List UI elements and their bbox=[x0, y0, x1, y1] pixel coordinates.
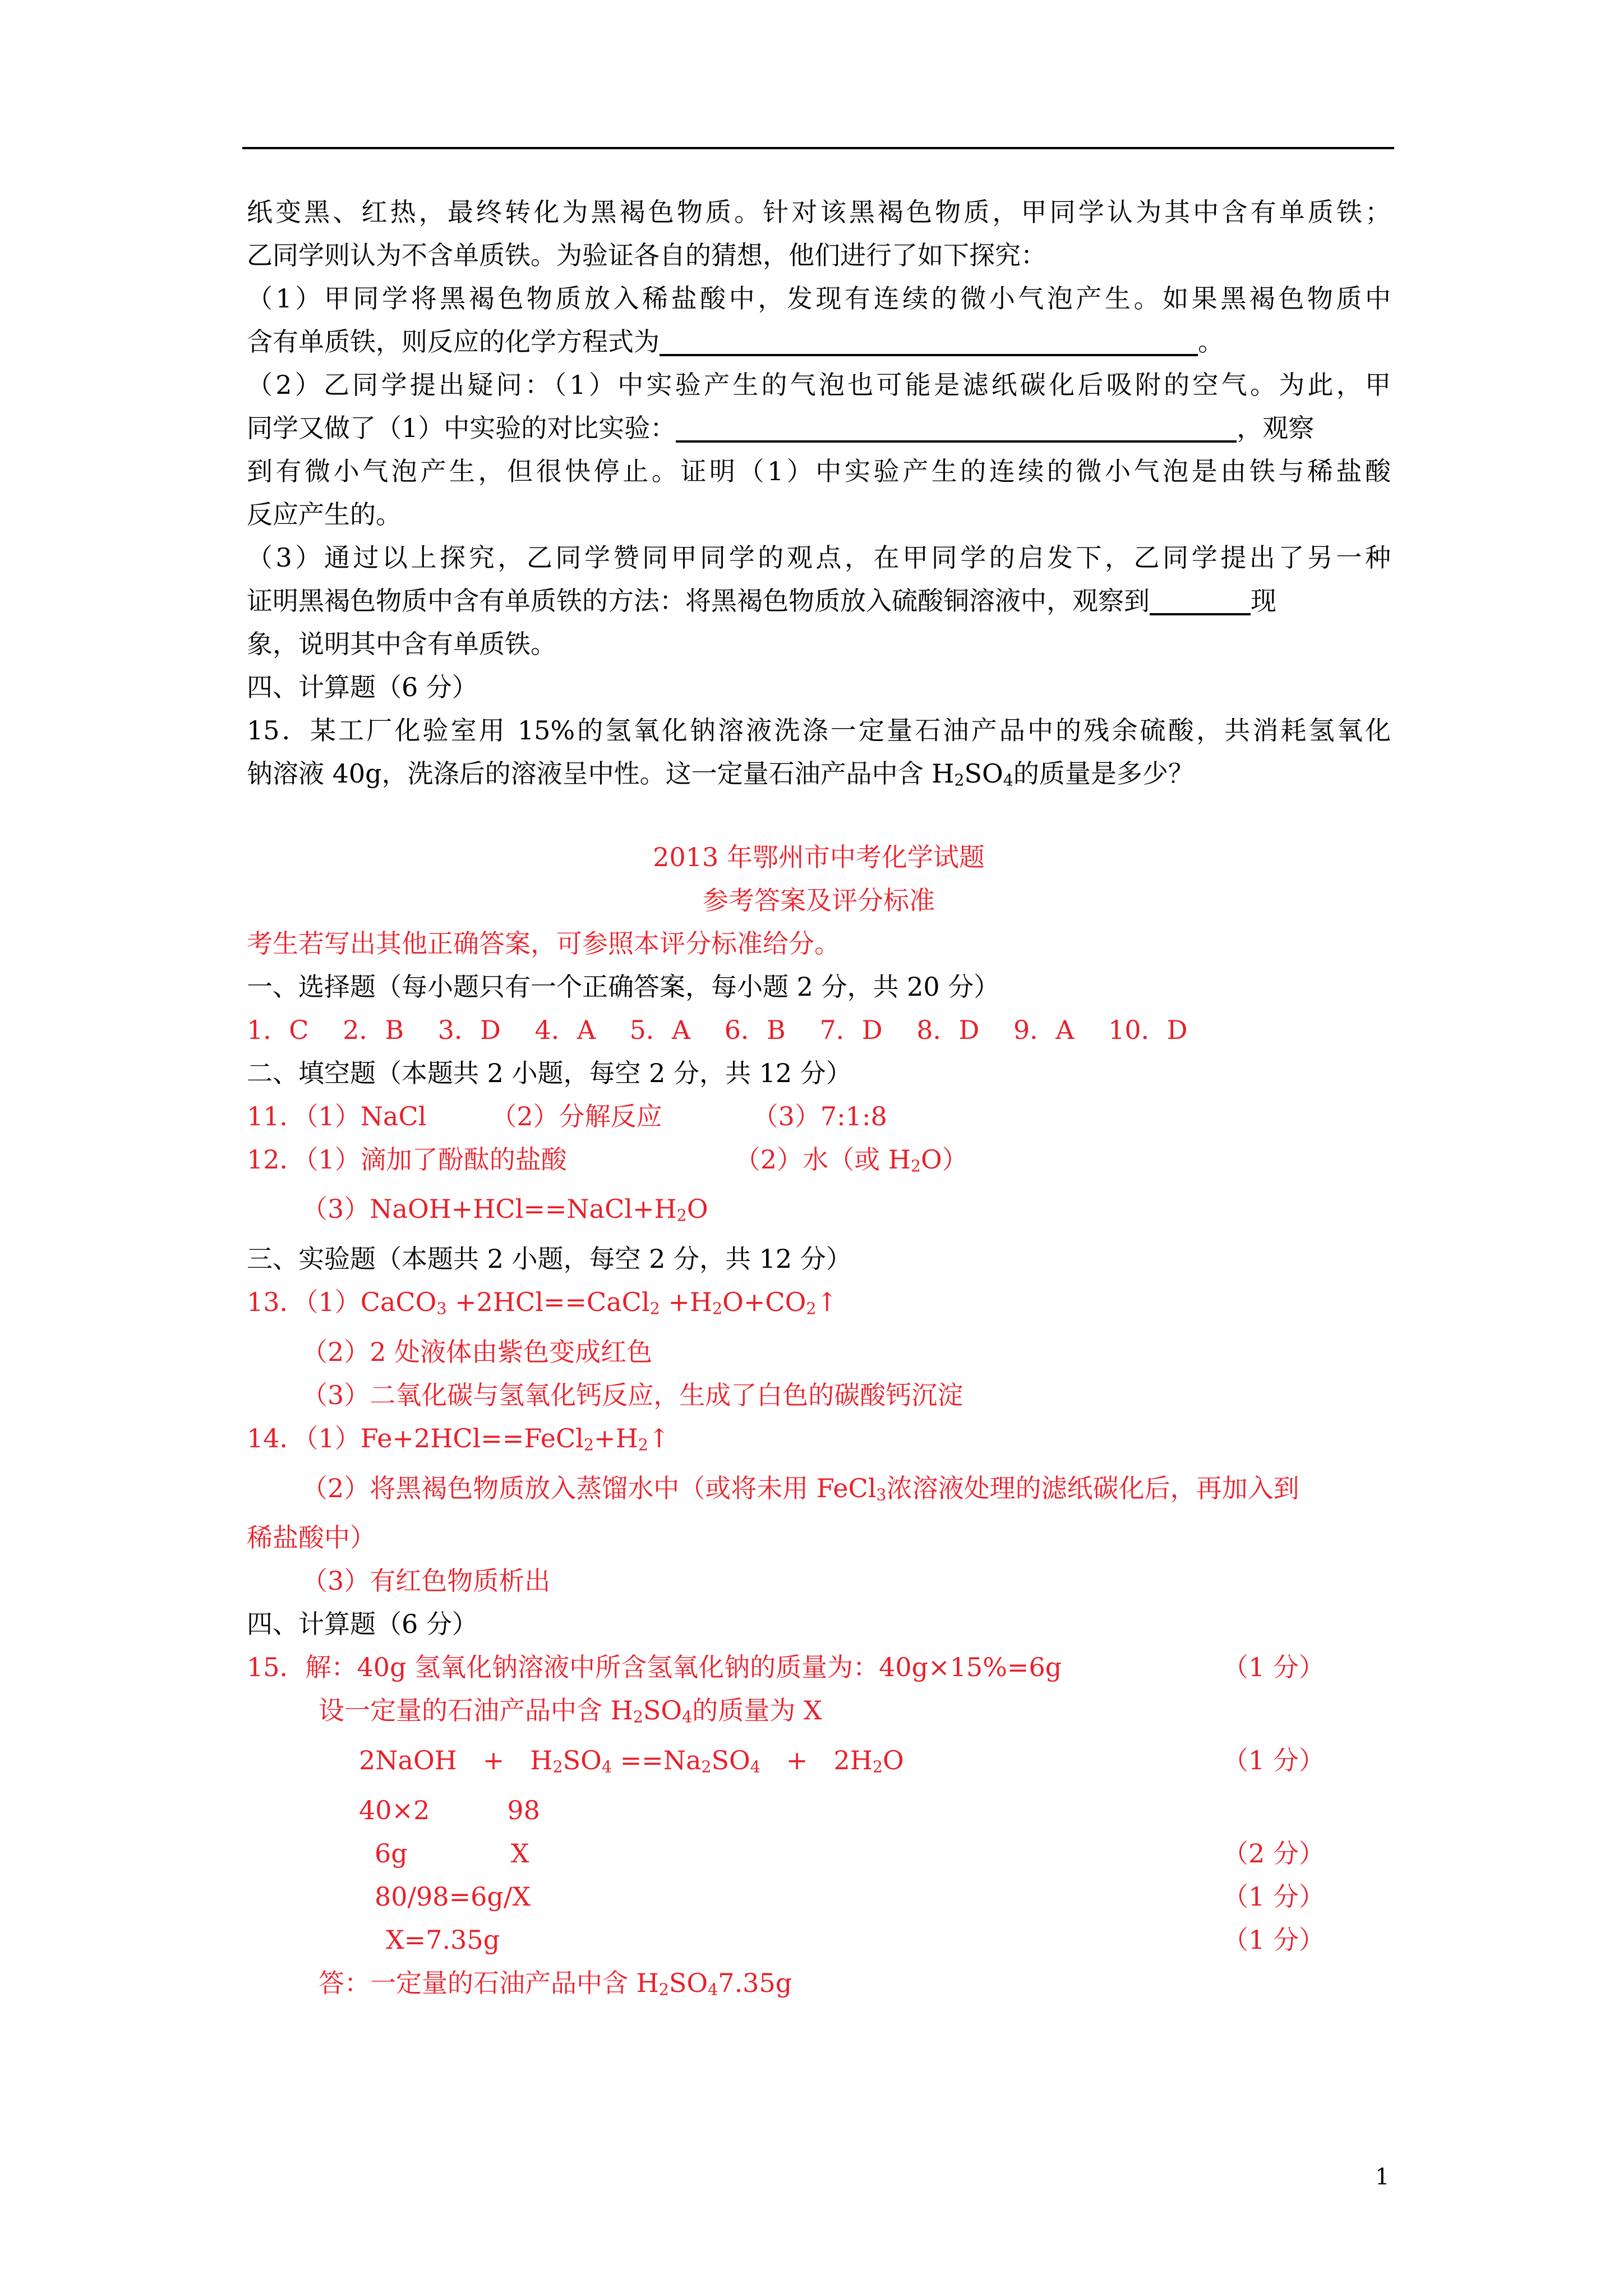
arrow: ↑ bbox=[648, 1423, 670, 1453]
points: （1 分） bbox=[1223, 1745, 1325, 1775]
text-line: 象，说明其中含有单质铁。 bbox=[247, 629, 556, 659]
text: 的质量是多少？ bbox=[1013, 758, 1194, 789]
arrow: ↑ bbox=[816, 1287, 838, 1318]
answer-13-1 bbox=[247, 1281, 1391, 1331]
section-heading: 四、计算题（6 分） bbox=[247, 672, 478, 702]
text: SO bbox=[643, 1695, 683, 1726]
text: 7.35g bbox=[718, 1967, 792, 1998]
section-heading: 四、计算题（6 分） bbox=[247, 1609, 478, 1640]
text: +H bbox=[594, 1423, 638, 1453]
text: 设一定量的石油产品中含 H bbox=[319, 1695, 633, 1726]
answer-15-line: 40×2 98 bbox=[359, 1795, 540, 1825]
answer-11: 11．（1）NaCl （2）分解反应 （3）7:1:8 bbox=[247, 1101, 887, 1131]
subscript: 2 bbox=[676, 1207, 687, 1226]
text: O） bbox=[920, 1144, 968, 1175]
subscript: 2 bbox=[712, 1299, 723, 1318]
answer-15-line bbox=[247, 1689, 1391, 1739]
subscript: 3 bbox=[436, 1299, 447, 1318]
text-line: 乙同学则认为不含单质铁。为验证各自的猜想，他们进行了如下探究： bbox=[247, 240, 1046, 270]
text: （2）将黑褐色物质放入蒸馏水中（或将未用 FeCl bbox=[302, 1473, 877, 1503]
answer-12 bbox=[247, 1138, 1391, 1188]
answer-15-line bbox=[247, 1875, 1391, 1918]
text: 含有单质铁，则反应的化学方程式为 bbox=[247, 326, 660, 357]
subscript: 2 bbox=[872, 1757, 883, 1777]
question-14-2: （2）乙同学提出疑问：（1）中实验产生的气泡也可能是滤纸碳化后吸附的空气。为此，甲 bbox=[247, 370, 1391, 400]
subscript: 2 bbox=[552, 1757, 563, 1777]
answer-15-line bbox=[247, 1918, 1391, 1962]
text: +H bbox=[660, 1287, 713, 1318]
subscript: 4 bbox=[1003, 771, 1013, 790]
text: 浓溶液处理的滤纸碳化后，再加入到 bbox=[886, 1473, 1299, 1503]
text: SO bbox=[562, 1745, 602, 1775]
text: 13．（1）CaCO bbox=[247, 1287, 437, 1318]
subscript: 4 bbox=[682, 1708, 693, 1727]
text: 15．解：40g 氢氧化钠溶液中所含氢氧化钠的质量为：40g×15%=6g bbox=[247, 1652, 1062, 1683]
text: 钠溶液 40g，洗涤后的溶液呈中性。这一定量石油产品中含 H bbox=[247, 758, 955, 789]
text: SO bbox=[668, 1967, 708, 1998]
text: O bbox=[883, 1745, 904, 1775]
choice-answers: 1．C 2．B 3．D 4．A 5．A 6．B 7．D 8．D 9．A 10．D bbox=[247, 1014, 1188, 1045]
text: SO bbox=[711, 1745, 750, 1775]
text: 6g X bbox=[375, 1838, 529, 1869]
text: +2HCl==CaCl bbox=[446, 1287, 650, 1318]
text: X=7.35g bbox=[386, 1924, 500, 1955]
text: O bbox=[686, 1194, 708, 1225]
question-14-3-cont bbox=[247, 579, 1391, 623]
equation bbox=[247, 1739, 1223, 1789]
answer-blank[interactable] bbox=[660, 326, 1198, 356]
section-heading: 三、实验题（本题共 2 小题，每空 2 分，共 12 分） bbox=[247, 1244, 852, 1274]
answer-15-line bbox=[247, 1962, 1391, 2012]
answer-blank[interactable] bbox=[1150, 585, 1251, 615]
answer-12-3 bbox=[247, 1188, 1391, 1237]
subscript: 2 bbox=[658, 1980, 669, 1999]
points: （1 分） bbox=[1223, 1652, 1325, 1683]
answer-title: 2013 年鄂州市中考化学试题 bbox=[653, 841, 985, 872]
grading-note: 考生若写出其他正确答案，可参照本评分标准给分。 bbox=[247, 928, 840, 959]
text-line: 到有微小气泡产生，但很快停止。证明（1）中实验产生的连续的微小气泡是由铁与稀盐酸 bbox=[247, 456, 1391, 486]
answer-13-2: （2）2 处液体由紫色变成红色 bbox=[302, 1336, 653, 1367]
points: （2 分） bbox=[1223, 1838, 1325, 1869]
subscript: 3 bbox=[876, 1485, 887, 1504]
answer-15-line bbox=[247, 1832, 1391, 1875]
header-rule bbox=[242, 147, 1394, 149]
text: SO bbox=[964, 758, 1003, 789]
points: （1 分） bbox=[1223, 1881, 1325, 1912]
points: （1 分） bbox=[1223, 1924, 1325, 1955]
text: 2NaOH + H bbox=[359, 1745, 553, 1775]
answer-15-line bbox=[247, 1646, 1391, 1689]
text: 。 bbox=[1198, 326, 1224, 357]
page-content bbox=[247, 191, 1391, 2011]
answer-subtitle: 参考答案及评分标准 bbox=[703, 885, 935, 915]
text-line: 纸变黑、红热，最终转化为黑褐色物质。针对该黑褐色物质，甲同学认为其中含有单质铁； bbox=[247, 197, 1391, 227]
text: 14．（1）Fe+2HCl==FeCl bbox=[247, 1423, 584, 1453]
subscript: 2 bbox=[806, 1299, 817, 1318]
subscript: 2 bbox=[638, 1435, 648, 1455]
question-14-3: （3）通过以上探究，乙同学赞同甲同学的观点，在甲同学的启发下，乙同学提出了另一种 bbox=[247, 542, 1391, 573]
subscript: 4 bbox=[708, 1980, 718, 1999]
subscript: 2 bbox=[954, 771, 965, 790]
question-14-1-cont bbox=[247, 320, 1391, 364]
section-heading: 一、选择题（每小题只有一个正确答案，每小题 2 分，共 20 分） bbox=[247, 971, 1000, 1002]
text: （3）NaOH+HCl==NaCl+H bbox=[302, 1194, 677, 1225]
answer-14-1 bbox=[247, 1417, 1391, 1467]
subscript: 2 bbox=[583, 1435, 594, 1455]
text: 的质量为 X bbox=[692, 1695, 822, 1726]
question-14-2-cont bbox=[247, 407, 1391, 450]
question-15-cont bbox=[247, 752, 1391, 802]
text: ，观察 bbox=[1237, 413, 1315, 443]
text: 同学又做了（1）中实验的对比实验： bbox=[247, 413, 676, 443]
page-number: 1 bbox=[1375, 2164, 1390, 2190]
answer-13-3: （3）二氧化碳与氢氧化钙反应，生成了白色的碳酸钙沉淀 bbox=[302, 1379, 963, 1410]
text: O+CO bbox=[722, 1287, 806, 1318]
subscript: 2 bbox=[633, 1708, 643, 1727]
subscript: 2 bbox=[701, 1757, 712, 1777]
text: 12．（1）滴加了酚酞的盐酸 （2）水（或 H bbox=[247, 1144, 911, 1175]
text: 80/98=6g/X bbox=[375, 1881, 531, 1912]
subscript: 2 bbox=[649, 1299, 660, 1318]
answer-14-3: （3）有红色物质析出 bbox=[302, 1566, 551, 1596]
subscript: 4 bbox=[750, 1757, 760, 1777]
section-heading: 二、填空题（本题共 2 小题，每空 2 分，共 12 分） bbox=[247, 1057, 852, 1088]
subscript: 4 bbox=[601, 1757, 612, 1777]
question-15: 15．某工厂化验室用 15%的氢氧化钠溶液洗涤一定量石油产品中的残余硫酸，共消耗氢氧化 bbox=[247, 715, 1391, 746]
text: + 2H bbox=[760, 1745, 873, 1775]
text: 现 bbox=[1251, 586, 1276, 616]
question-14-1: （1）甲同学将黑褐色物质放入稀盐酸中，发现有连续的微小气泡产生。如果黑褐色物质中 bbox=[247, 283, 1391, 314]
answer-14-2-cont: 稀盐酸中） bbox=[247, 1522, 376, 1553]
text: 证明黑褐色物质中含有单质铁的方法：将黑褐色物质放入硫酸铜溶液中，观察到 bbox=[247, 586, 1150, 616]
answer-blank[interactable] bbox=[676, 412, 1237, 443]
answer-14-2 bbox=[247, 1467, 1391, 1517]
answer-15-line bbox=[247, 1739, 1391, 1789]
text-line: 反应产生的。 bbox=[247, 499, 402, 530]
text: ==Na bbox=[611, 1745, 702, 1775]
subscript: 2 bbox=[910, 1157, 921, 1176]
text: 答：一定量的石油产品中含 H bbox=[319, 1967, 659, 1998]
